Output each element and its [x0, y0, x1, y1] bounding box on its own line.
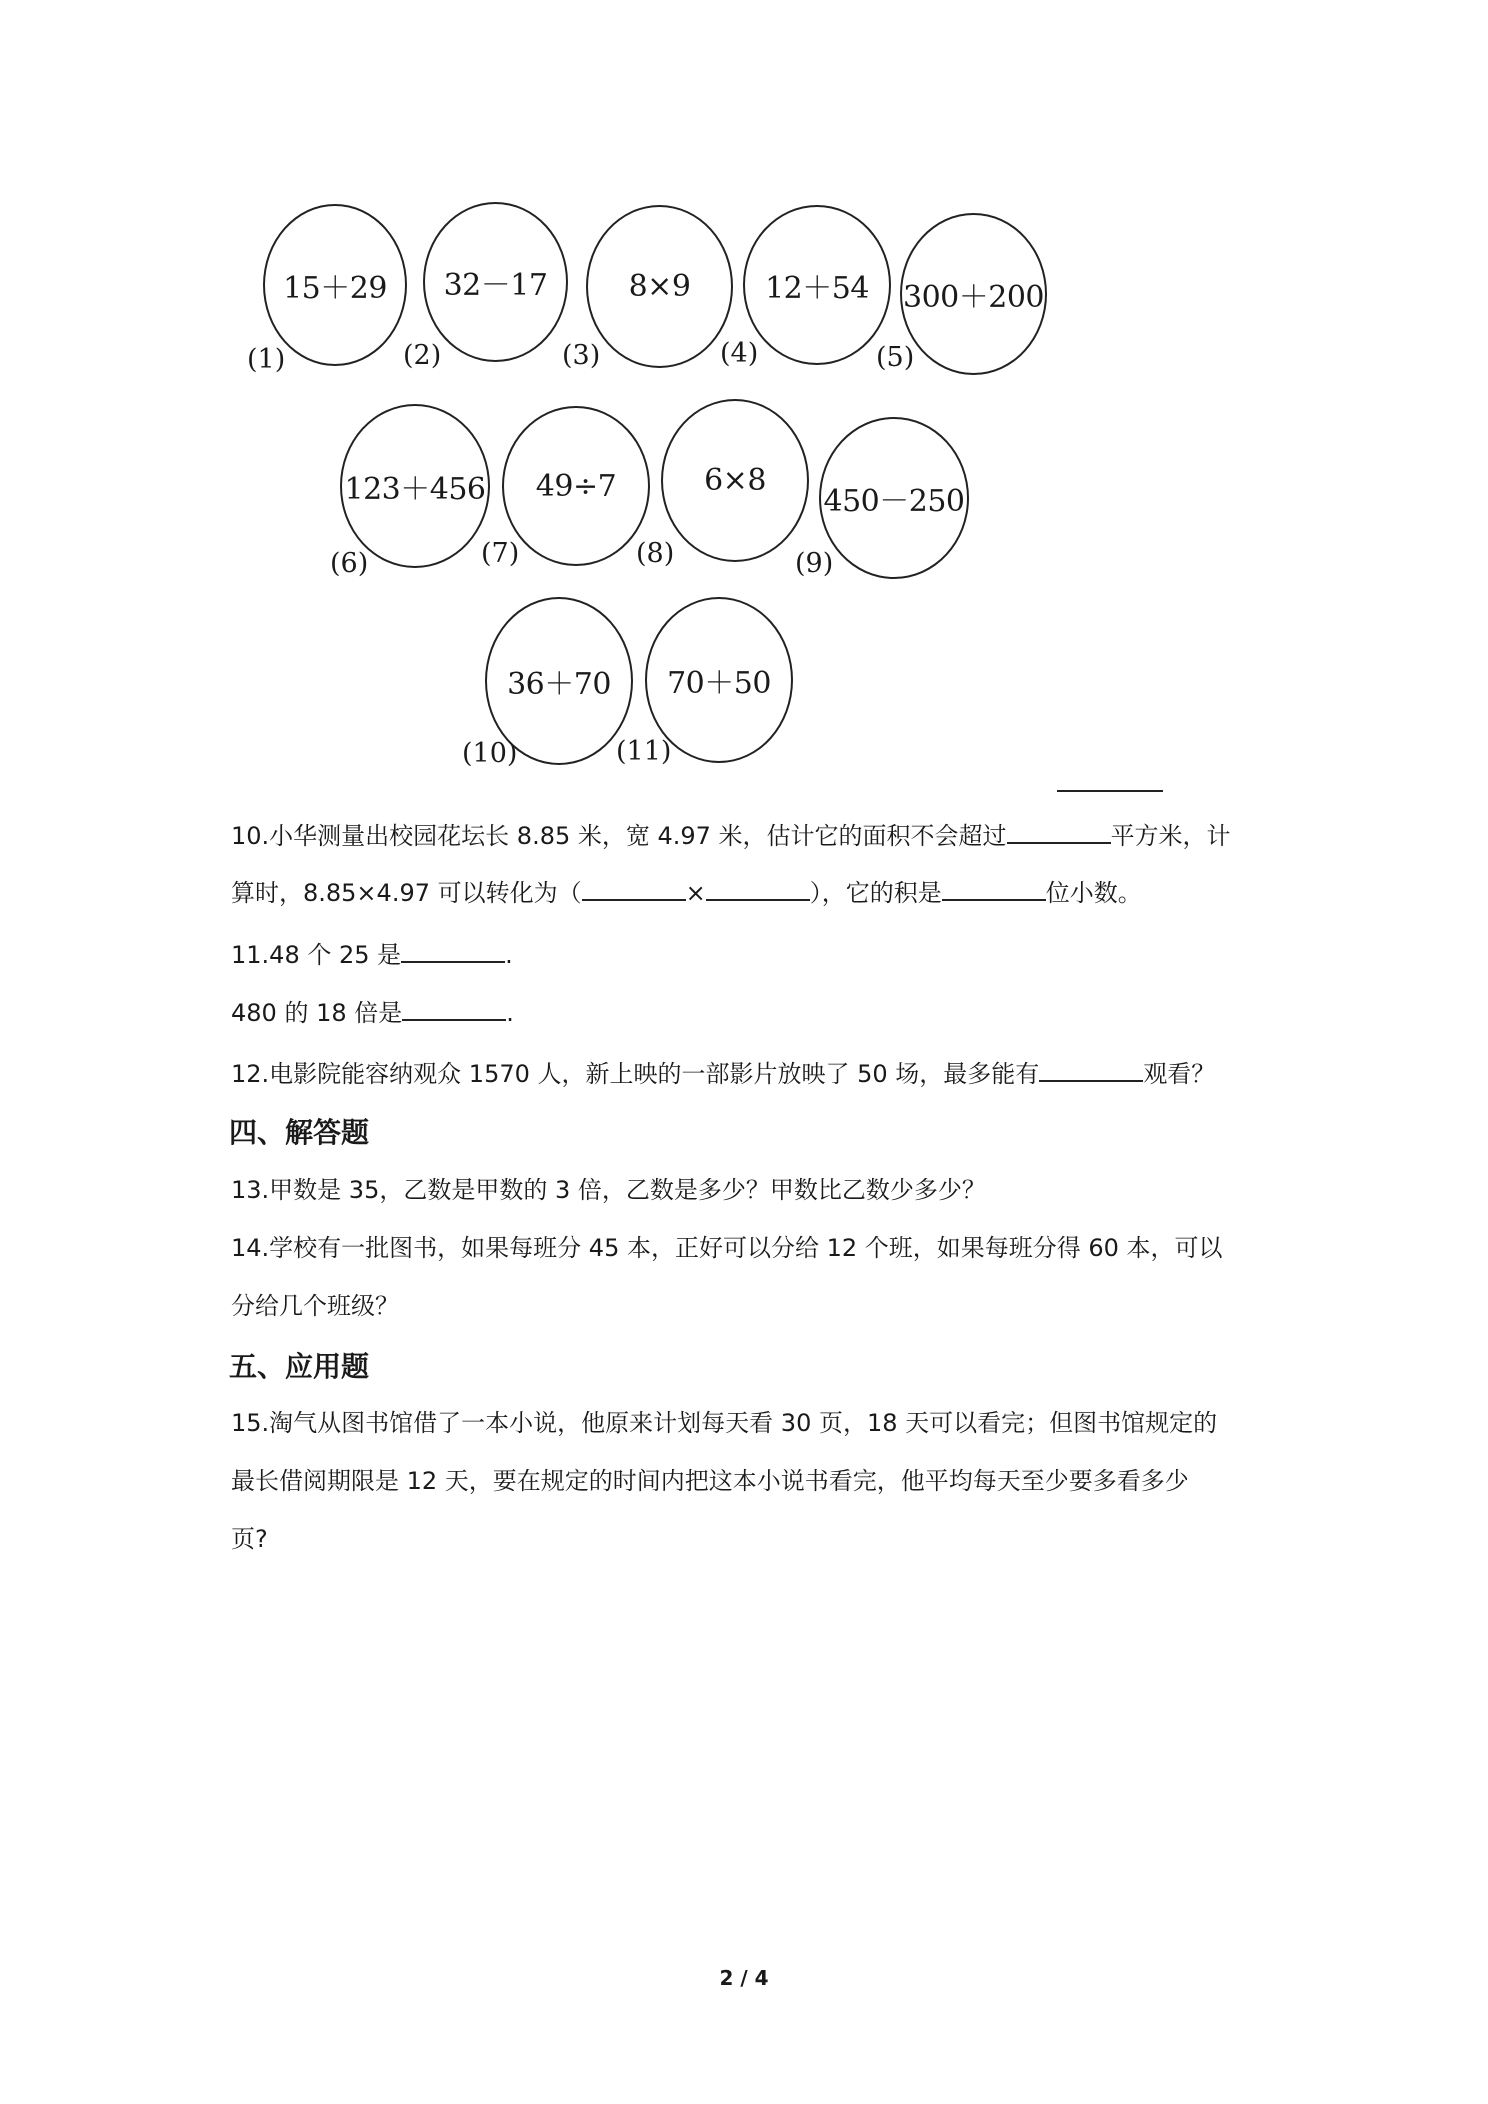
bubble-1 — [263, 204, 407, 366]
bubble-expression: 123＋456 — [344, 472, 486, 507]
bubble-3 — [586, 205, 733, 368]
bubble-expression: 8×9 — [628, 269, 691, 304]
question-text: 观看？ — [1143, 1060, 1216, 1088]
bubble-label: (8) — [636, 538, 675, 569]
bubble-7 — [502, 406, 650, 566]
bubble-6 — [340, 404, 490, 568]
bubble-expression: 49÷7 — [535, 468, 617, 504]
bubble-label: (1) — [247, 344, 286, 375]
question-text: 位小数。 — [1045, 879, 1142, 907]
bubble-2 — [423, 202, 568, 362]
answer-blank[interactable] — [402, 997, 506, 1021]
question-14-line-1: 14.学校有一批图书，如果每班分 45 本，正好可以分给 12 个班，如果每班分得 60 本，可以 — [231, 1234, 1223, 1262]
question-text: 12.电影院能容纳观众 1570 人，新上映的一部影片放映了 50 场，最多能有 — [231, 1060, 1040, 1088]
bubble-expression: 450－250 — [823, 484, 965, 519]
bubble-label: (2) — [403, 340, 442, 371]
bubble-label: (10) — [462, 738, 518, 769]
question-11-line-2 — [231, 996, 514, 1030]
bubble-5 — [900, 213, 1047, 375]
bubble-4 — [743, 205, 891, 365]
bubble-label: (4) — [720, 338, 759, 369]
answer-blank[interactable] — [1057, 790, 1163, 792]
bubble-expression: 32－17 — [443, 268, 548, 303]
answer-blank[interactable] — [582, 877, 686, 901]
section-heading: 四、解答题 — [229, 1116, 370, 1149]
page-number: 2 / 4 — [719, 1966, 769, 1990]
question-text: 10.小华测量出校园花坛长 8.85 米，宽 4.97 米，估计它的面积不会超过 — [231, 822, 1007, 850]
bubble-label: (6) — [330, 548, 369, 579]
bubble-8 — [661, 399, 809, 562]
question-text: . — [505, 941, 513, 969]
question-12 — [231, 1057, 1215, 1091]
answer-blank[interactable] — [706, 877, 810, 901]
answer-blank[interactable] — [401, 939, 505, 963]
question-text: 算时，8.85×4.97 可以转化为（ — [231, 879, 582, 907]
question-15-line-2: 最长借阅期限是 12 天，要在规定的时间内把这本小说书看完，他平均每天至少要多看多少 — [231, 1467, 1189, 1495]
answer-blank[interactable] — [1039, 1058, 1143, 1082]
question-text: 11.48 个 25 是 — [231, 941, 402, 969]
question-text: × — [685, 879, 706, 907]
answer-blank[interactable] — [942, 877, 1046, 901]
question-text: 平方米，计 — [1110, 822, 1231, 850]
bubble-label: (11) — [616, 736, 672, 767]
question-10-line-2 — [231, 876, 1142, 910]
bubble-expression: 15＋29 — [283, 271, 387, 306]
question-14-line-2: 分给几个班级？ — [231, 1292, 399, 1320]
question-13: 13.甲数是 35，乙数是甲数的 3 倍，乙数是多少？甲数比乙数少多少？ — [231, 1176, 986, 1204]
bubble-expression: 6×8 — [704, 463, 766, 498]
question-text: . — [506, 999, 514, 1027]
question-text: ），它的积是 — [809, 879, 942, 907]
question-15-line-3: 页? — [231, 1525, 268, 1553]
bubble-expression: 36＋70 — [507, 667, 611, 702]
answer-blank[interactable] — [1007, 820, 1111, 844]
bubble-label: (7) — [481, 538, 520, 569]
bubble-label: (9) — [795, 548, 834, 579]
question-text: 480 的 18 倍是 — [231, 999, 403, 1027]
question-10-line-1 — [231, 819, 1231, 853]
bubble-expression: 70＋50 — [667, 666, 771, 701]
bubble-expression: 300＋200 — [902, 280, 1045, 315]
bubble-expression: 12＋54 — [765, 271, 869, 306]
bubble-label: (3) — [562, 340, 601, 371]
section-heading: 五、应用题 — [229, 1350, 370, 1383]
bubble-9 — [819, 417, 969, 579]
question-11-line-1 — [231, 938, 513, 972]
bubble-label: (5) — [876, 342, 915, 373]
question-15-line-1: 15.淘气从图书馆借了一本小说，他原来计划每天看 30 页，18 天可以看完；但图书馆规定的 — [231, 1409, 1218, 1437]
